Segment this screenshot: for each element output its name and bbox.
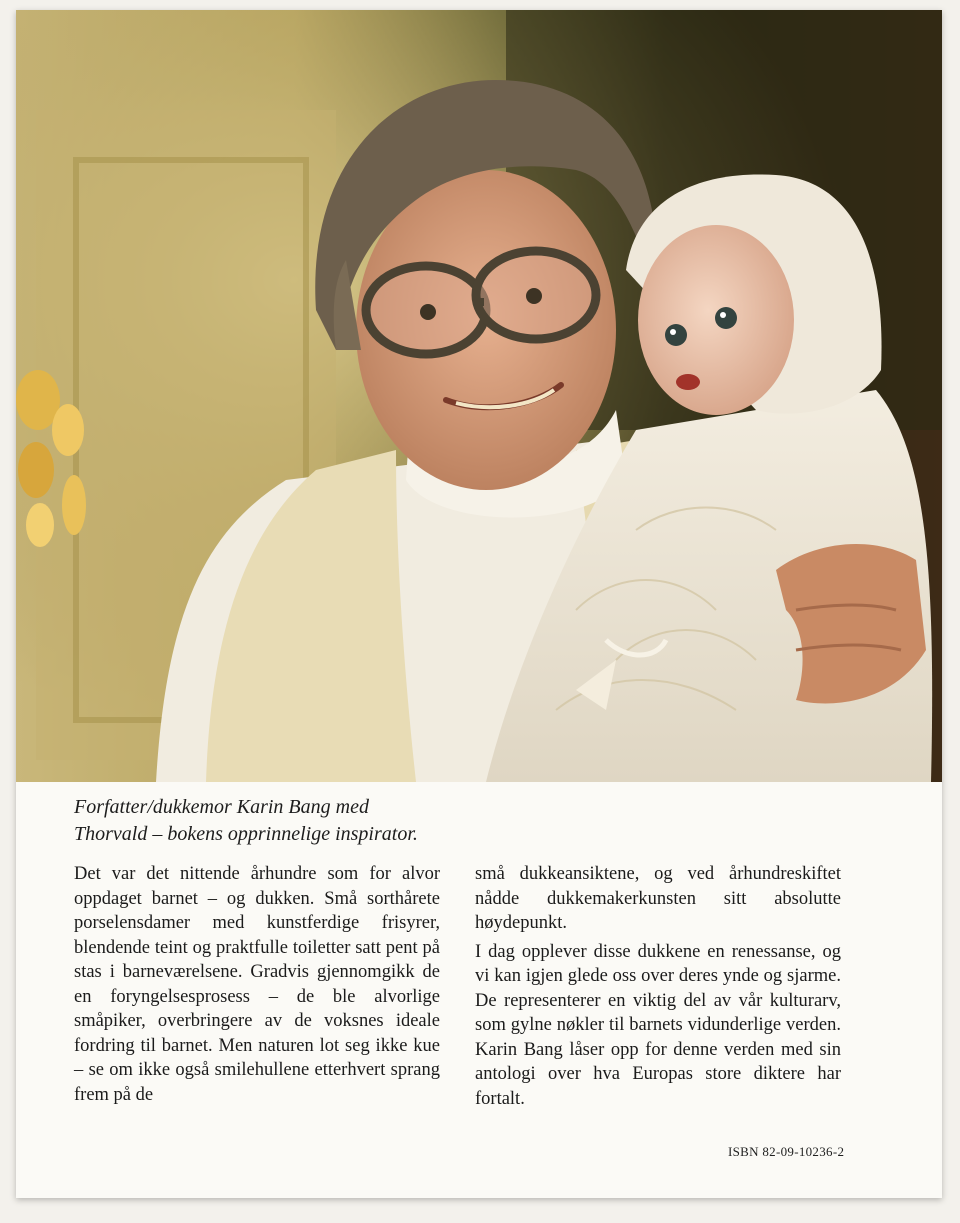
isbn-number: ISBN 82-09-10236-2 bbox=[728, 1144, 845, 1159]
caption-line-1: Forfatter/dukkemor Karin Bang med bbox=[74, 796, 369, 818]
book-back-cover bbox=[16, 10, 942, 1198]
body-column-right bbox=[475, 862, 841, 1111]
cover-photo bbox=[16, 10, 942, 782]
body-paragraph-right-2: I dag opplever disse dukkene en renessanse, og vi kan igjen glede oss over deres ynde og sjarme. De representerer en viktig del av vår kulturarv, som gylne nøkler til barnets vidunderlige verden. Karin Bang låser opp for denne verden med sin antologi over hva Europas store diktere har fortalt. bbox=[475, 941, 841, 1109]
body-paragraph-right-1: små dukkeansiktene, og ved århundreskiftet nådde dukkemakerkunsten sitt absolutte høydepunkt. bbox=[475, 864, 841, 933]
body-column-left bbox=[74, 862, 440, 1107]
photo-caption bbox=[74, 794, 674, 848]
caption-line-2: Thorvald – bokens opprinnelige inspirator. bbox=[74, 823, 418, 845]
body-paragraph-left: Det var det nittende århundre som for alvor oppdaget barnet – og dukken. Små sorthårete porselensdamer med kunstferdige frisyrer, blendende teint og praktfulle toiletter satt pent på stas i barneværelsene. Gradvis gjennomgikk de en foryngelsesprosess – de ble alvorlige småpiker, overbringere av de voksnes ideale fordring til barnet. Men naturen lot seg ikke kue – se om ikke også smilehullene etterhvert sprang frem på de bbox=[74, 864, 440, 1105]
author-with-doll-illustration bbox=[16, 10, 942, 782]
